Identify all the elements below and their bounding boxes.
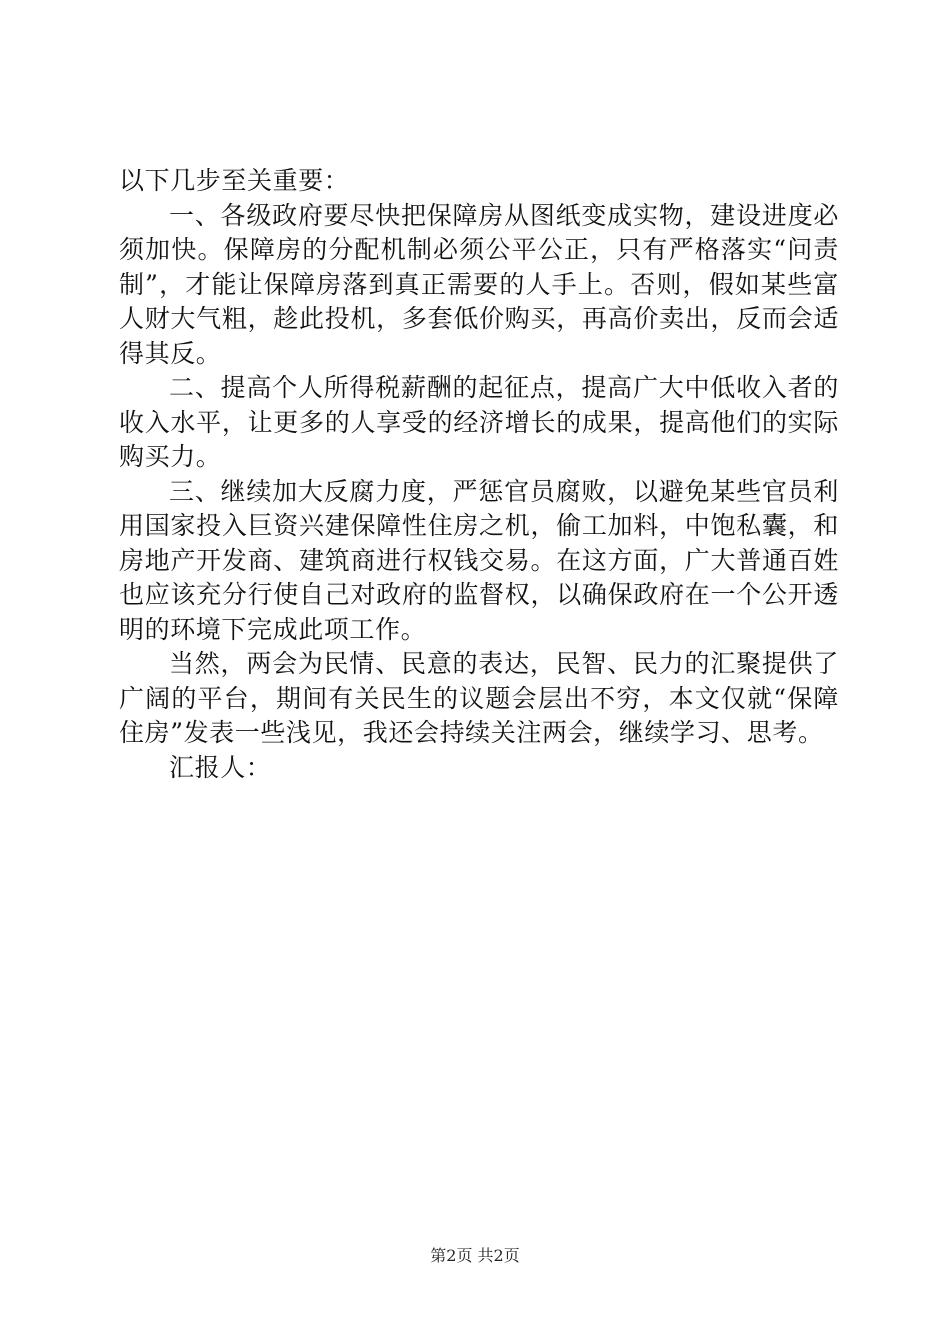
document-body: [119, 164, 839, 785]
page-number-footer: 第2页 共2页: [430, 1246, 520, 1265]
intro-paragraph: 以下几步至关重要：: [119, 166, 350, 195]
reporter-signature-line: 汇报人：: [169, 752, 272, 782]
paragraph-point-2: 二、提高个人所得税薪酬的起征点，提高广大中低收入者的收入水平，让更多的人享受的经济增长的成果，提高他们的实际购买力。: [119, 373, 839, 471]
paragraph-point-3: 三、继续加大反腐力度，严惩官员腐败，以避免某些官员利用国家投入巨资兴建保障性住房之机，偷工加料，中饱私囊，和房地产开发商、建筑商进行权钱交易。在这方面，广大普通百姓也应该充分行使自己对政府的监督权，以确保政府在一个公开透明的环境下完成此项工作。: [119, 476, 839, 644]
paragraph-point-1: 一、各级政府要尽快把保障房从图纸变成实物，建设进度必须加快。保障房的分配机制必须公平公正，只有严格落实“问责制”，才能让保障房落到真正需要的人手上。否则，假如某些富人财大气粗，趁此投机，多套低价购买，再高价卖出，反而会适得其反。: [119, 200, 839, 368]
closing-paragraph: 当然，两会为民情、民意的表达，民智、民力的汇聚提供了广阔的平台，期间有关民生的议题会层出不穷，本文仅就“保障住房”发表一些浅见，我还会持续关注两会，继续学习、思考。: [119, 649, 839, 747]
